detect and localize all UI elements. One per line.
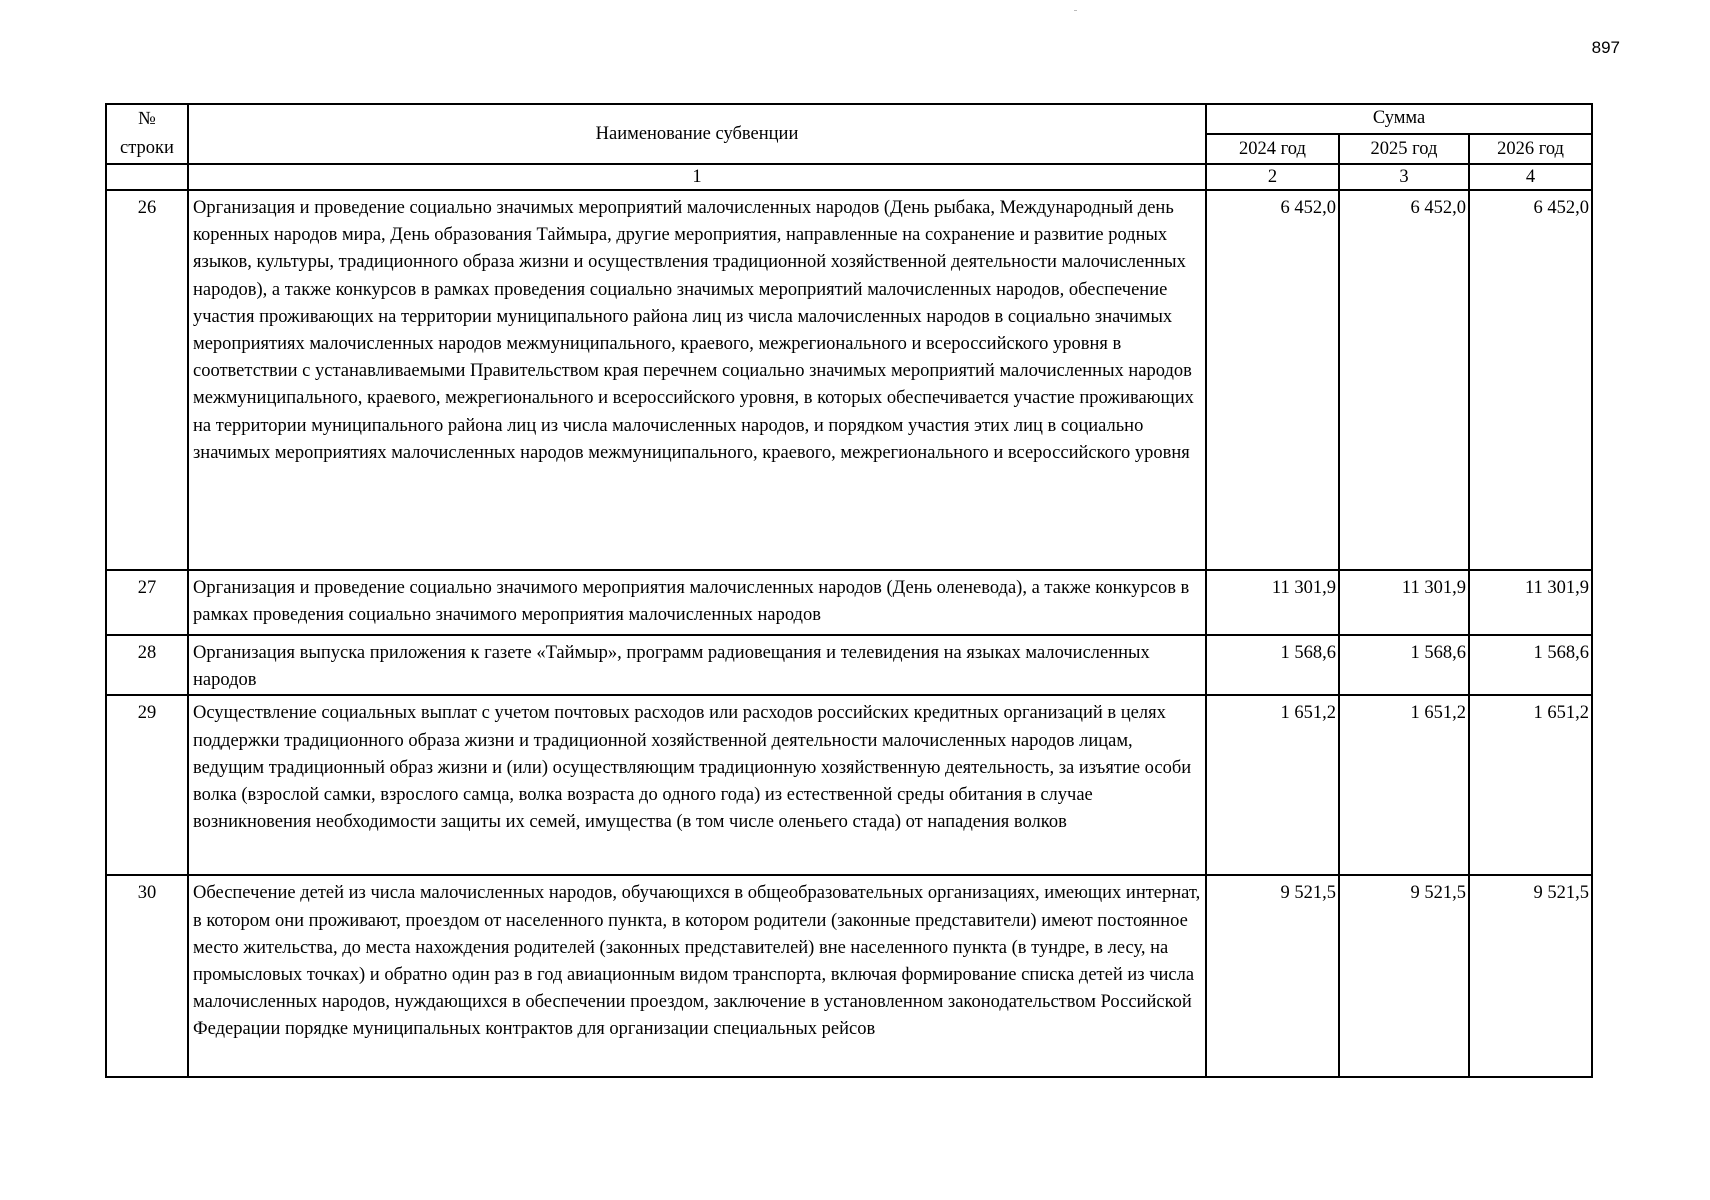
subvention-name: Осуществление социальных выплат с учетом почтовых расходов или расходов российских кредитных организаций в целях поддержки традиционного образа жизни и традиционной хозяйственной деятельности малочисленных народов лицам, ведущим традиционный образ жизни и (или) осуществляющим традиционную хозяйственную деятельность, за изъятие особи волка (взрослой самки, взрослого самца, волка возраста до одного года) из естественной среды обитания в случае возникновения необходимости защиты их семей, имущества (в том числе оленьего стада) от нападения волков [188,695,1206,875]
amount-2025: 1 568,6 [1339,635,1469,695]
subvention-name: Обеспечение детей из числа малочисленных народов, обучающихся в общеобразовательных организациях, имеющих интернат, в котором они проживают, проездом от населенного пункта, в котором родители (законные представители) имеют постоянное место жительства, до места нахождения родителей (законных представителей) вне населенного пункта (в тундре, в лесу, на промысловых точках) и обратно один раз в год авиационным видом транспорта, включая формирование списка детей из числа малочисленных народов, нуждающихся в обеспечении проездом, заключение в установленном законодательством Российской Федерации порядке муниципальных контрактов для организации специальных рейсов [188,875,1206,1077]
header-num-symbol: № [138,109,156,129]
amount-2024: 1 651,2 [1206,695,1339,875]
row-number: 29 [106,695,188,875]
column-index-2: 2 [1206,164,1339,190]
amount-2026: 9 521,5 [1469,875,1592,1077]
amount-2024: 6 452,0 [1206,190,1339,570]
column-index-row [106,164,1592,190]
column-index-3: 3 [1339,164,1469,190]
amount-2025: 1 651,2 [1339,695,1469,875]
amount-2025: 6 452,0 [1339,190,1469,570]
amount-2024: 9 521,5 [1206,875,1339,1077]
header-row-number [106,104,188,164]
table-row [106,190,1592,570]
subvention-name: Организация и проведение социально значимого мероприятия малочисленных народов (День оленевода), а также конкурсов в рамках проведения социально значимого мероприятия малочисленных народов [188,570,1206,635]
header-row-1 [106,104,1592,134]
subvention-name: Организация выпуска приложения к газете «Таймыр», программ радиовещания и телевидения на языках малочисленных народов [188,635,1206,695]
amount-2024: 11 301,9 [1206,570,1339,635]
scan-speck [1074,10,1077,11]
amount-2024: 1 568,6 [1206,635,1339,695]
subvention-name: Организация и проведение социально значимых мероприятий малочисленных народов (День рыбака, Международный день коренных народов мира, День образования Таймыра, другие мероприятия, направленные на сохранение и развитие родных языков, культуры, традиционного образа жизни и осуществления традиционной хозяйственной деятельности малочисленных народов), а также конкурсов в рамках проведения социально значимых мероприятий малочисленных народов, обеспечение участия проживающих на территории муниципального района лиц из числа малочисленных народов в социально значимых мероприятиях малочисленных народов межмуниципального, краевого, межрегионального и всероссийского уровня в соответствии с устанавливаемыми Правительством края перечнем социально значимых мероприятий малочисленных народов межмуниципального, краевого, межрегионального и всероссийского уровня, в которых обеспечивается участие проживающих на территории муниципального района лиц из числа малочисленных народов, и порядком участия этих лиц в социально значимых мероприятиях малочисленных народов межмуниципального, краевого, межрегионального и всероссийского уровня [188,190,1206,570]
header-year-2026: 2026 год [1469,134,1592,164]
row-number: 28 [106,635,188,695]
row-number: 30 [106,875,188,1077]
amount-2026: 6 452,0 [1469,190,1592,570]
page-number: 897 [1591,38,1620,57]
amount-2026: 11 301,9 [1469,570,1592,635]
row-number: 27 [106,570,188,635]
column-index-empty [106,164,188,190]
subvention-table [105,103,1593,1078]
table-row [106,570,1592,635]
header-num-word: строки [120,138,174,158]
amount-2025: 11 301,9 [1339,570,1469,635]
header-subvention-name: Наименование субвенции [188,104,1206,164]
amount-2026: 1 568,6 [1469,635,1592,695]
header-year-2025: 2025 год [1339,134,1469,164]
table-row [106,635,1592,695]
header-year-2024: 2024 год [1206,134,1339,164]
column-index-1: 1 [188,164,1206,190]
table-row [106,695,1592,875]
table-row [106,875,1592,1077]
amount-2025: 9 521,5 [1339,875,1469,1077]
header-sum: Сумма [1206,104,1592,134]
column-index-4: 4 [1469,164,1592,190]
row-number: 26 [106,190,188,570]
amount-2026: 1 651,2 [1469,695,1592,875]
